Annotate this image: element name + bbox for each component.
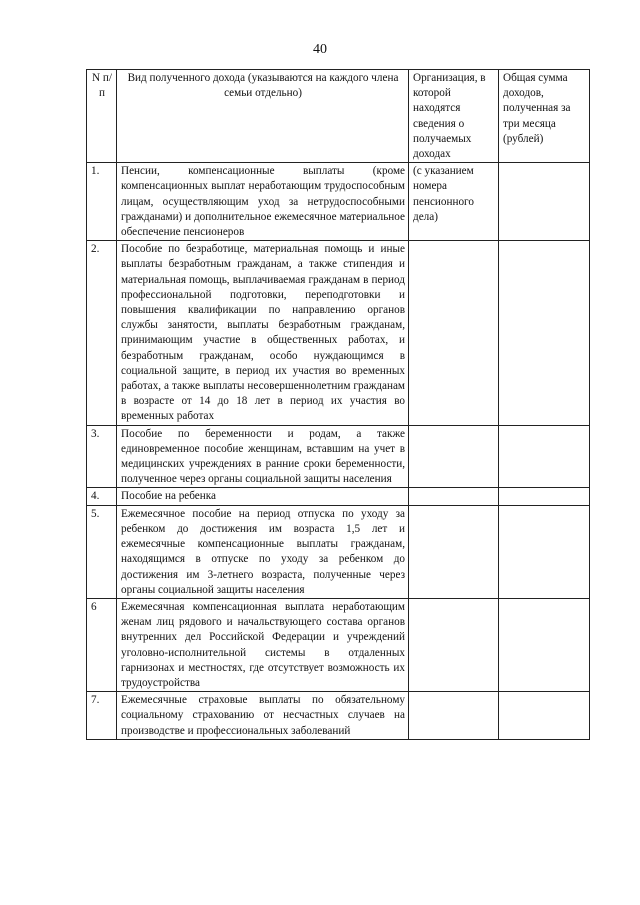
income-table [86,69,590,740]
income-kind-cell: Ежемесячная компенсационная выплата неработающим женам лиц рядового и начальствующего состава органов внутренних дел Российской Федерации и учреждений уголовно-исполнительной системы в отдаленных гарнизонах и местностях, где отсутствует возможность их трудоустройства [117,598,409,691]
table-row [87,488,590,505]
row-number: 5. [87,505,117,598]
total-amount-cell [499,505,590,598]
page-number: 40 [313,42,327,57]
total-amount-cell [499,241,590,425]
row-number: 1. [87,163,117,241]
income-kind-cell: Ежемесячные страховые выплаты по обязательному социальному страхованию от несчастных случаев на производстве и профессиональных заболеваний [117,692,409,740]
total-amount-cell [499,488,590,505]
income-kind-cell: Пенсии, компенсационные выплаты (кроме компенсационных выплат неработающим трудоспособным лицам, осуществляющим уход за нетрудоспособными гражданами) и дополнительное ежемесячное материальное обеспечение пенсионеров [117,163,409,241]
row-number: 3. [87,425,117,488]
table-row [87,241,590,425]
income-kind-cell: Пособие на ребенка [117,488,409,505]
organization-cell [409,598,499,691]
table-row [87,163,590,241]
income-kind-cell: Пособие по безработице, материальная помощь и иные выплаты безработным гражданам, а также стипендия и материальная помощь, выплачиваемая гражданам в период профессиональной подготовки, переподготовки и повышения квалификации по направлению органов службы занятости, выплаты безработным гражданам, принимающим участие в общественных работах, и безработным гражданам, особо нуждающимся в социальной защите, в период их участия во временных работах, а также выплаты несовершеннолетним гражданам в возрасте от 14 до 18 лет в период их участия во временных работах [117,241,409,425]
total-amount-cell [499,163,590,241]
header-total-amount: Общая сумма доходов, полученная за три месяца (рублей) [499,70,590,163]
table-row [87,598,590,691]
table-row [87,425,590,488]
total-amount-cell [499,425,590,488]
table-row [87,692,590,740]
table-header-row [87,70,590,163]
income-kind-cell: Ежемесячное пособие на период отпуска по уходу за ребенком до достижения им возраста 1,5 лет и ежемесячные компенсационные выплаты гражданам, находящимся в отпуске по уходу за ребенком до достижения им 3-летнего возраста, полученные через органы социальной защиты населения [117,505,409,598]
row-number: 7. [87,692,117,740]
organization-cell [409,241,499,425]
organization-cell: (с указанием номера пенсионного дела) [409,163,499,241]
row-number: 4. [87,488,117,505]
total-amount-cell [499,692,590,740]
organization-cell [409,488,499,505]
header-income-kind: Вид полученного дохода (указываются на каждого члена семьи отдельно) [117,70,409,163]
income-kind-cell: Пособие по беременности и родам, а также единовременное пособие женщинам, вставшим на учет в медицинских учреждениях в ранние сроки беременности, полученное через органы социальной защиты населения [117,425,409,488]
row-number: 6 [87,598,117,691]
table-row [87,505,590,598]
organization-cell [409,425,499,488]
row-number: 2. [87,241,117,425]
organization-cell [409,692,499,740]
header-number: N п/п [87,70,117,163]
header-organization: Организация, в которой находятся сведения о получаемых доходах [409,70,499,163]
organization-cell [409,505,499,598]
total-amount-cell [499,598,590,691]
